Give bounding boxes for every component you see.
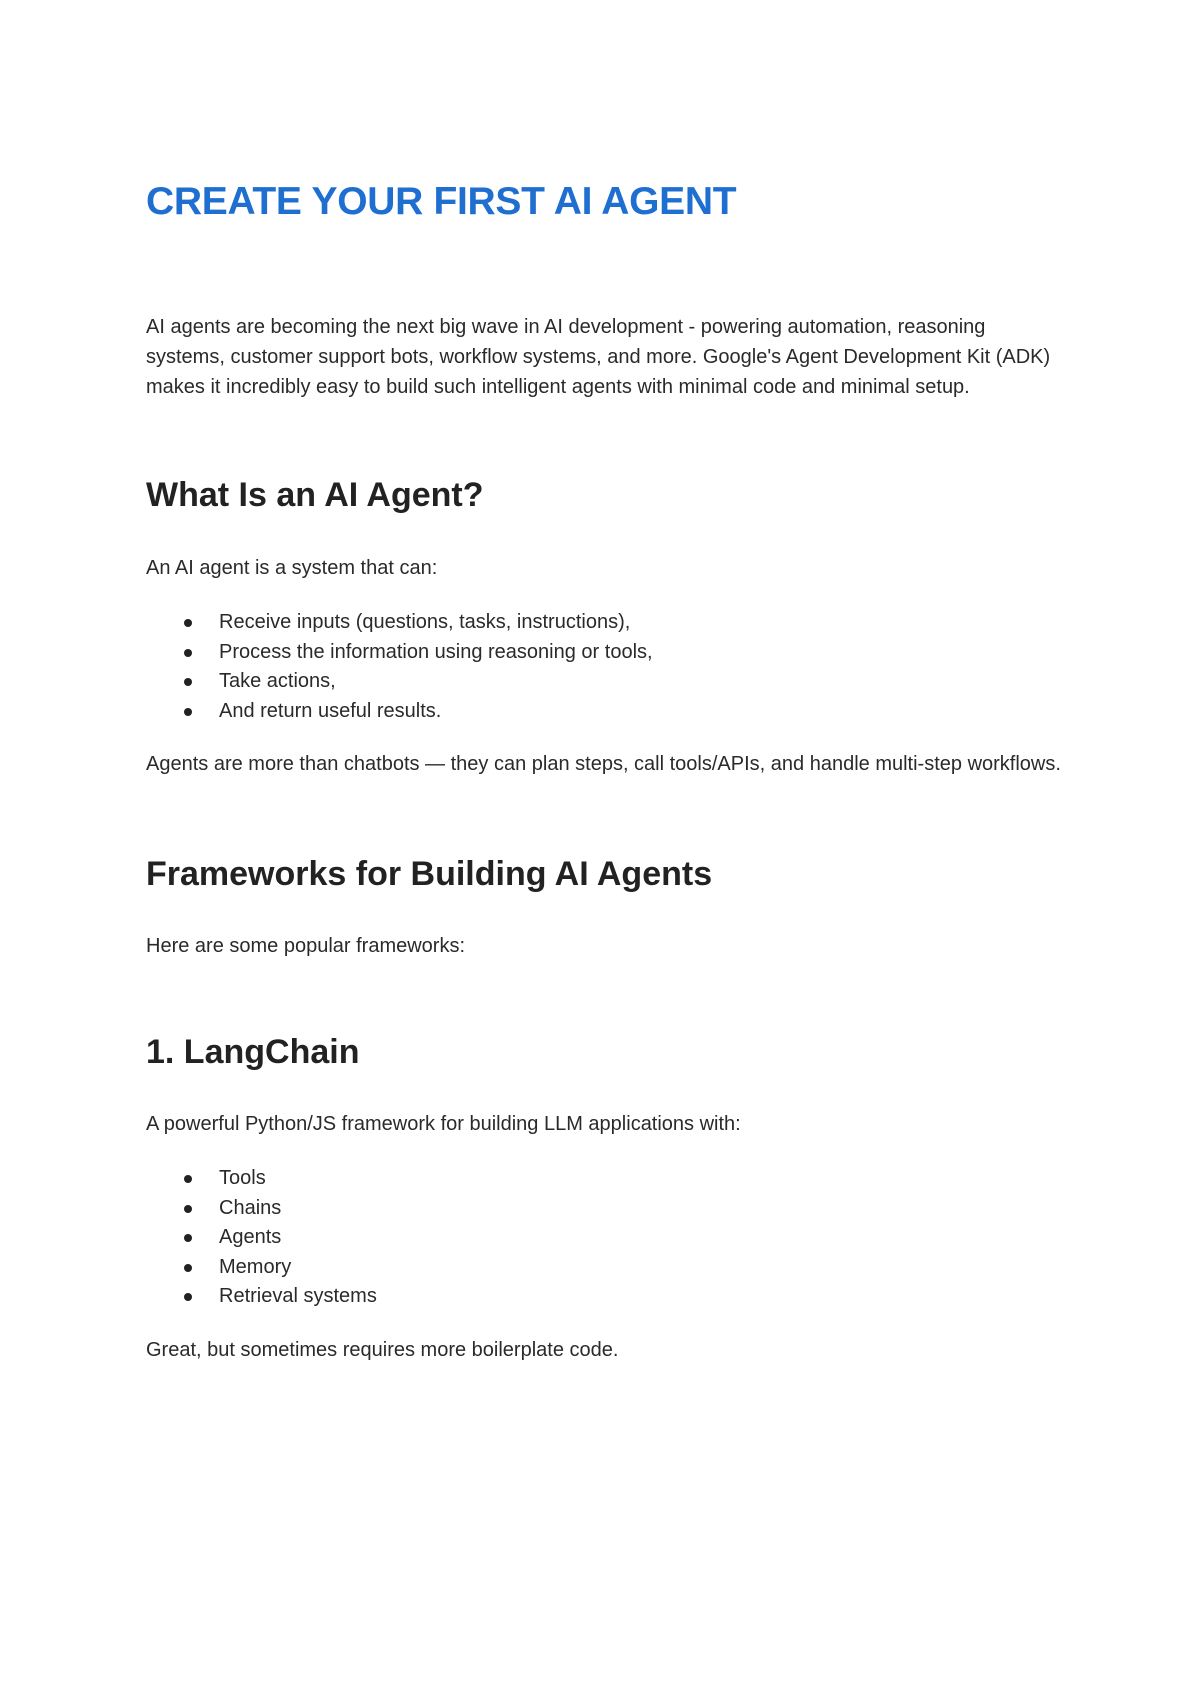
langchain-lead-paragraph: A powerful Python/JS framework for building LLM applications with: [146,1113,741,1135]
intro-paragraph: AI agents are becoming the next big wave in AI development - powering automation, reasoning systems, customer support bots, workflow systems, and more. Google's Agent Development Kit (ADK) makes it incredibly easy to build such intelligent agents with minimal code and minimal setup. [146,316,1051,398]
list-item: Tools [146,1164,377,1194]
list-item: And return useful results. [146,697,653,727]
langchain-features-list [146,1164,377,1312]
list-item: Take actions, [146,667,653,697]
list-item: Memory [146,1253,377,1283]
list-item: Chains [146,1194,377,1224]
bullet-icon [184,678,192,686]
what-lead-paragraph: An AI agent is a system that can: [146,557,438,579]
list-item: Receive inputs (questions, tasks, instructions), [146,608,653,638]
heading-langchain: 1. LangChain [146,1033,360,1071]
bullet-icon [184,649,192,657]
list-item: Agents [146,1223,377,1253]
bullet-icon [184,1234,192,1242]
heading-frameworks: Frameworks for Building AI Agents [146,855,713,893]
list-item: Retrieval systems [146,1282,377,1312]
bullet-icon [184,619,192,627]
list-item: Process the information using reasoning or tools, [146,638,653,668]
bullet-icon [184,1205,192,1213]
bullet-icon [184,1293,192,1301]
bullet-icon [184,708,192,716]
frameworks-lead-paragraph: Here are some popular frameworks: [146,935,466,957]
what-closing-paragraph: Agents are more than chatbots — they can plan steps, call tools/APIs, and handle multi-step workflows. [146,753,1061,775]
bullet-icon [184,1264,192,1272]
langchain-closing-paragraph: Great, but sometimes requires more boilerplate code. [146,1339,619,1361]
document-title: CREATE YOUR FIRST AI AGENT [146,180,737,223]
bullet-icon [184,1175,192,1183]
heading-what-is-ai-agent: What Is an AI Agent? [146,476,484,514]
what-capabilities-list [146,608,653,726]
